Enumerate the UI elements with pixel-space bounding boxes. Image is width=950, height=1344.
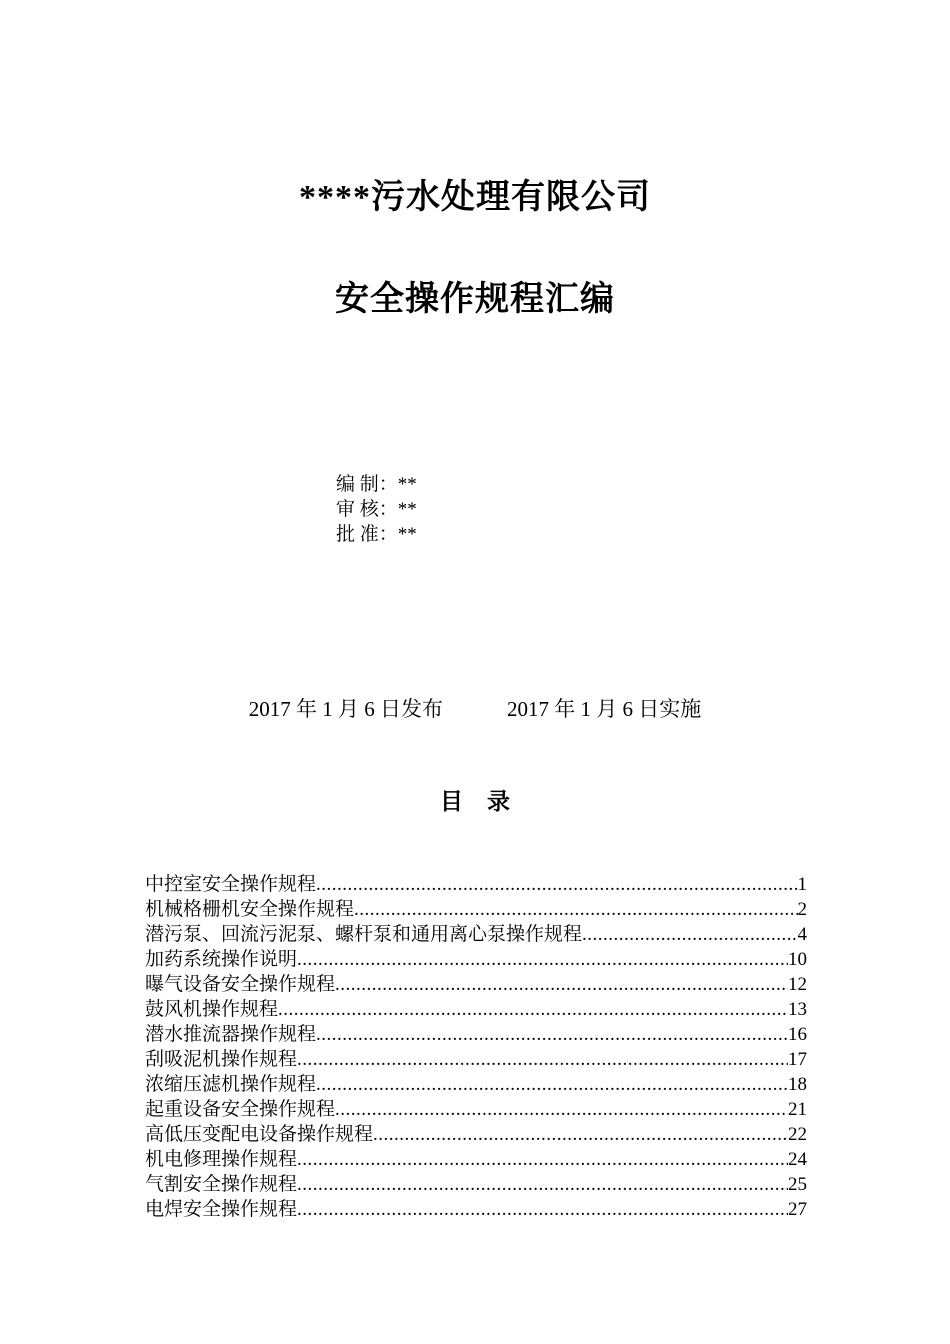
publish-date: 2017 年 1 月 6 日发布 (248, 697, 443, 721)
toc-leader-dots (316, 1072, 788, 1097)
toc-entry[interactable] (145, 872, 807, 897)
toc-leader-dots (297, 1047, 788, 1072)
signoff-row-reviewed (336, 497, 417, 522)
toc-entry[interactable] (145, 1147, 807, 1172)
toc-entry[interactable] (145, 997, 807, 1022)
toc-leader-dots (335, 972, 788, 997)
signoff-value: ** (397, 474, 417, 495)
toc-leader-dots (316, 1022, 788, 1047)
signoff-row-compiled (336, 472, 417, 497)
toc-entry-label: 中控室安全操作规程 (145, 874, 317, 895)
toc-entry[interactable] (145, 897, 807, 922)
toc-entry-page: 21 (788, 1099, 807, 1120)
toc-entry-label: 起重设备安全操作规程 (145, 1099, 336, 1120)
toc-leader-dots (373, 1122, 788, 1147)
toc-entry-page: 24 (788, 1149, 807, 1170)
toc-entry[interactable] (145, 1172, 807, 1197)
toc-entry-page: 22 (788, 1124, 807, 1145)
dates-line (0, 696, 950, 722)
toc-leader-dots (297, 947, 788, 972)
toc-entry-page: 27 (788, 1199, 807, 1220)
toc-entry-label: 鼓风机操作规程 (145, 999, 279, 1020)
toc-entry[interactable] (145, 1197, 807, 1222)
toc-entry[interactable] (145, 1022, 807, 1047)
toc-entry[interactable] (145, 1122, 807, 1147)
toc-entry-page: 1 (797, 874, 807, 895)
toc-entry[interactable] (145, 1047, 807, 1072)
toc-entry-label: 潜污泵、回流污泥泵、螺杆泵和通用离心泵操作规程 (145, 924, 583, 945)
toc-heading: 目录 (440, 789, 534, 814)
toc-entry-label: 曝气设备安全操作规程 (145, 974, 336, 995)
table-of-contents (145, 872, 807, 1222)
signoff-label: 批 准： (336, 524, 398, 545)
company-title: ****污水处理有限公司 (299, 179, 651, 216)
toc-entry[interactable] (145, 1072, 807, 1097)
signoff-label: 审 核： (336, 499, 398, 520)
toc-entry[interactable] (145, 947, 807, 972)
toc-leader-dots (297, 1147, 788, 1172)
toc-entry-label: 机械格栅机安全操作规程 (145, 899, 355, 920)
toc-entry-label: 高低压变配电设备操作规程 (145, 1124, 374, 1145)
toc-leader-dots (297, 1172, 788, 1197)
toc-entry-page: 2 (797, 899, 807, 920)
toc-entry-label: 刮吸泥机操作规程 (145, 1049, 298, 1070)
toc-entry[interactable] (145, 1097, 807, 1122)
toc-entry-page: 25 (788, 1174, 807, 1195)
toc-entry-page: 13 (788, 999, 807, 1020)
toc-entry-label: 机电修理操作规程 (145, 1149, 298, 1170)
toc-leader-dots (278, 997, 788, 1022)
toc-entry-page: 12 (788, 974, 807, 995)
effective-date: 2017 年 1 月 6 日实施 (507, 697, 702, 721)
toc-entry-page: 16 (788, 1024, 807, 1045)
toc-entry-page: 4 (797, 924, 807, 945)
toc-entry-page: 10 (788, 949, 807, 970)
toc-entry[interactable] (145, 922, 807, 947)
signoff-value: ** (397, 499, 417, 520)
toc-entry-label: 加药系统操作说明 (145, 949, 298, 970)
toc-entry-label: 潜水推流器操作规程 (145, 1024, 317, 1045)
signoff-row-approved (336, 522, 417, 547)
document-title: 安全操作规程汇编 (335, 281, 615, 318)
toc-leader-dots (582, 922, 797, 947)
toc-leader-dots (297, 1197, 788, 1222)
toc-entry-page: 18 (788, 1074, 807, 1095)
signoff-label: 编 制： (336, 474, 398, 495)
signoff-value: ** (397, 524, 417, 545)
toc-entry[interactable] (145, 972, 807, 997)
toc-entry-label: 电焊安全操作规程 (145, 1199, 298, 1220)
signoff-block (336, 472, 417, 547)
toc-entry-label: 浓缩压滤机操作规程 (145, 1074, 317, 1095)
toc-leader-dots (354, 897, 797, 922)
toc-leader-dots (335, 1097, 788, 1122)
toc-entry-label: 气割安全操作规程 (145, 1174, 298, 1195)
toc-leader-dots (316, 872, 797, 897)
toc-entry-page: 17 (788, 1049, 807, 1070)
